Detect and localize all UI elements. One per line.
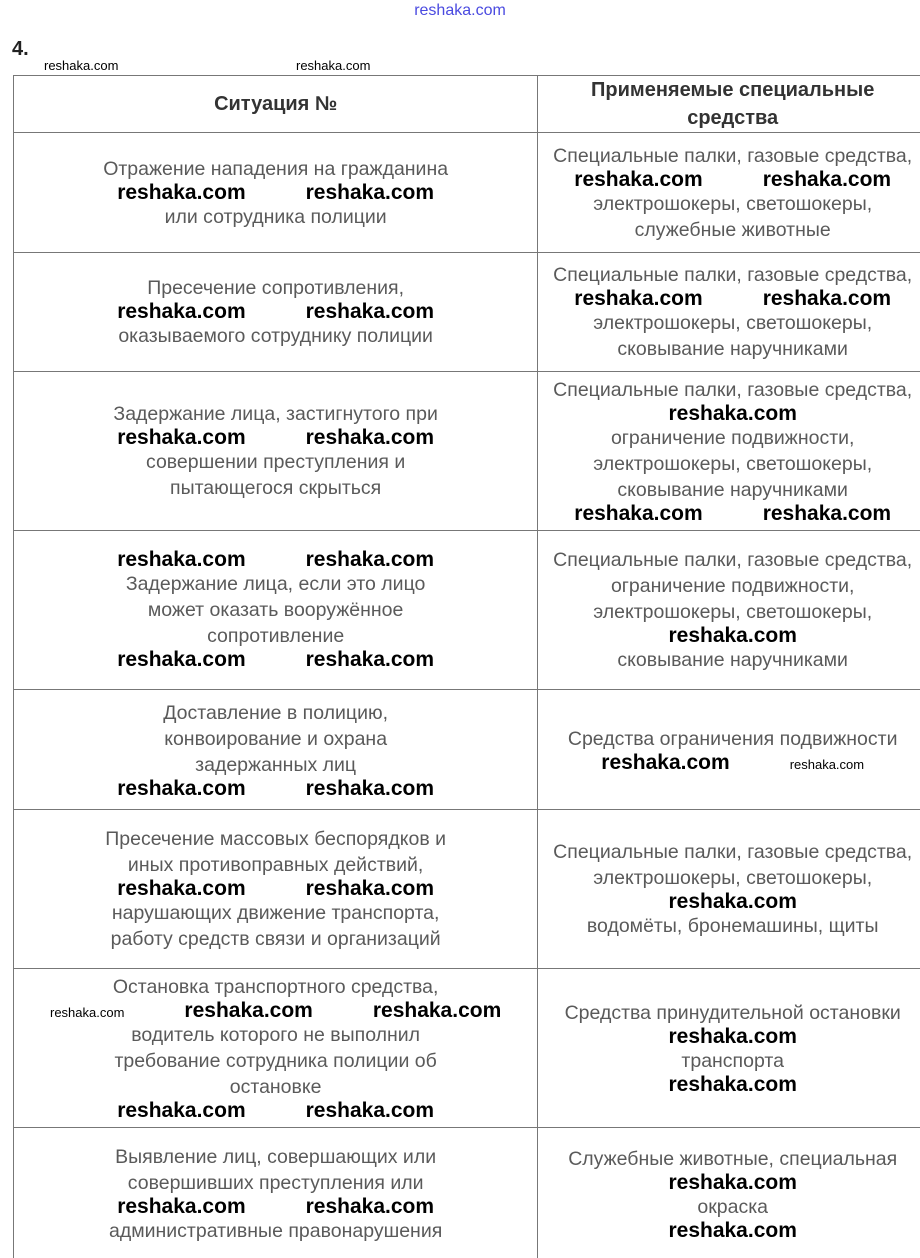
situation-line: Остановка транспортного средства, (112, 976, 439, 998)
watermark: reshaka.com (305, 877, 435, 900)
situation-cell (14, 531, 538, 690)
watermark: reshaka.com (601, 750, 730, 774)
table-header-row (14, 76, 920, 133)
means-cell (538, 969, 920, 1128)
situation-line: Выявление лиц, совершающих или (115, 1146, 437, 1168)
watermark: reshaka.com (762, 287, 892, 310)
means-line: электрошокеры, светошокеры, (593, 312, 873, 334)
watermark: reshaka.com (668, 890, 797, 913)
watermark-line (544, 1074, 920, 1096)
watermark-line (20, 1196, 531, 1218)
header-means: Применяемые специальные средства (538, 76, 920, 133)
means-line: окраска (697, 1196, 768, 1218)
watermark: reshaka.com (44, 58, 119, 73)
means-line: служебные животные (634, 218, 831, 241)
means-cell (538, 133, 920, 253)
watermark: reshaka.com (305, 548, 435, 571)
means-line: Служебные животные, специальная (568, 1148, 898, 1170)
means-cell (538, 690, 920, 810)
situation-cell (14, 969, 538, 1128)
watermark: reshaka.com (50, 1005, 125, 1020)
watermark: reshaka.com (574, 167, 703, 191)
watermark-line (544, 403, 920, 425)
situation-line: совершении преступления и (145, 451, 406, 473)
watermark: reshaka.com (574, 287, 703, 310)
watermark: reshaka.com (117, 1099, 246, 1122)
table-row (14, 969, 920, 1128)
situation-line: сопротивление (207, 625, 345, 647)
means-cell (538, 810, 920, 969)
watermark: reshaka.com (296, 58, 371, 73)
situation-cell (14, 372, 538, 531)
means-cell (538, 372, 920, 531)
situation-line: остановке (229, 1076, 322, 1098)
situation-line: Пресечение сопротивления, (147, 277, 405, 299)
situation-line: иных противоправных действий, (127, 854, 424, 876)
situation-line: пытающегося скрыться (170, 477, 382, 499)
table-row (14, 253, 920, 372)
watermark: reshaka.com (305, 300, 435, 323)
watermark-line (544, 1026, 920, 1048)
watermark: reshaka.com (574, 502, 703, 525)
table-row (14, 690, 920, 810)
means-line: электрошокеры, светошокеры, (593, 192, 873, 215)
means-line: Специальные палки, газовые средства, (553, 549, 913, 571)
watermark: reshaka.com (184, 999, 313, 1022)
watermark-line (20, 1000, 531, 1022)
table-row (14, 531, 920, 690)
means-line: Специальные палки, газовые средства, (553, 841, 913, 863)
watermark: reshaka.com (668, 1073, 797, 1096)
watermark: reshaka.com (305, 776, 435, 800)
watermark: reshaka.com (762, 502, 892, 525)
situation-line: нарушающих движение транспорта, (111, 902, 440, 924)
table-row (14, 810, 920, 969)
watermark: reshaka.com (372, 999, 502, 1022)
situation-line: может оказать вооружённое (147, 599, 404, 621)
situation-line: Отражение нападения на гражданина (103, 157, 449, 180)
means-line: Специальные палки, газовые средства, (553, 379, 913, 401)
situation-line: требование сотрудника полиции об (114, 1050, 437, 1072)
situation-line: оказываемого сотруднику полиции (118, 325, 433, 347)
situation-line: задержанных лиц (195, 753, 357, 776)
watermark-line (20, 778, 531, 800)
means-line: электрошокеры, светошокеры, (593, 453, 873, 475)
watermark: reshaka.com (117, 300, 246, 323)
watermark: reshaka.com (668, 1219, 797, 1242)
situation-line: административные правонарушения (108, 1220, 443, 1242)
watermark-line (20, 182, 531, 204)
means-line: Средства принудительной остановки (564, 1002, 901, 1024)
watermark: reshaka.com (305, 426, 435, 449)
situation-line: или сотрудника полиции (164, 205, 387, 228)
situation-line: работу средств связи и организаций (110, 928, 441, 950)
means-line: электрошокеры, светошокеры, (593, 867, 873, 889)
watermark: reshaka.com (762, 167, 892, 191)
watermark: reshaka.com (117, 877, 246, 900)
watermark: reshaka.com (668, 402, 797, 425)
watermark: reshaka.com (305, 648, 435, 671)
situation-line: Задержание лица, застигнутого при (113, 403, 438, 425)
means-line: Средства ограничения подвижности (567, 727, 898, 750)
means-line: Специальные палки, газовые средства, (553, 144, 913, 167)
watermark-line (20, 427, 531, 449)
means-line: ограничение подвижности, (610, 427, 855, 449)
watermark: reshaka.com (668, 1025, 797, 1048)
means-line: транспорта (681, 1050, 784, 1072)
situation-cell (14, 133, 538, 253)
situation-line: Пресечение массовых беспорядков и (105, 828, 446, 850)
watermark-line (20, 549, 531, 571)
watermark-line (544, 752, 920, 774)
situation-line: водитель которого не выполнил (131, 1024, 421, 1046)
means-table (13, 75, 920, 1258)
watermark-line (544, 503, 920, 525)
means-line: Специальные палки, газовые средства, (553, 264, 913, 286)
watermark: reshaka.com (117, 548, 246, 571)
watermark: reshaka.com (668, 624, 797, 647)
watermark-line (544, 1172, 920, 1194)
means-cell (538, 253, 920, 372)
means-line: водомёты, бронемашины, щиты (586, 915, 879, 937)
table-row (14, 133, 920, 253)
site-watermark: reshaka.com (414, 2, 506, 19)
watermark: reshaka.com (668, 1171, 797, 1194)
watermark: reshaka.com (117, 776, 246, 800)
watermark-line (20, 1100, 531, 1122)
watermark: reshaka.com (305, 180, 435, 204)
situation-line: Задержание лица, если это лицо (125, 573, 426, 595)
situation-cell (14, 1128, 538, 1258)
table-row (14, 1128, 920, 1258)
situation-cell (14, 690, 538, 810)
watermark-line (544, 1220, 920, 1242)
task-number: 4. (12, 38, 29, 60)
watermark: reshaka.com (117, 1195, 246, 1218)
watermark: reshaka.com (117, 648, 246, 671)
watermark-line (544, 625, 920, 647)
means-line: сковывание наручниками (617, 649, 848, 671)
means-cell (538, 531, 920, 690)
means-line: ограничение подвижности, (610, 575, 855, 597)
watermark: reshaka.com (305, 1099, 435, 1122)
situation-line: конвоирование и охрана (164, 727, 388, 750)
watermark: reshaka.com (117, 426, 246, 449)
means-line: сковывание наручниками (617, 479, 848, 501)
means-line: сковывание наручниками (617, 338, 848, 360)
watermark: reshaka.com (117, 180, 246, 204)
header-situation: Ситуация № (14, 76, 538, 133)
watermark: reshaka.com (789, 756, 865, 772)
situation-line: Доставление в полицию, (163, 701, 389, 724)
watermark-line (544, 891, 920, 913)
watermark-line (20, 878, 531, 900)
situation-cell (14, 253, 538, 372)
watermark-line (20, 301, 531, 323)
watermark-line (544, 288, 920, 310)
means-line: электрошокеры, светошокеры, (593, 601, 873, 623)
situation-line: совершивших преступления или (127, 1172, 424, 1194)
watermark-line (20, 649, 531, 671)
table-row (14, 372, 920, 531)
situation-cell (14, 810, 538, 969)
watermark: reshaka.com (305, 1195, 435, 1218)
means-cell (538, 1128, 920, 1258)
watermark-line (544, 169, 920, 191)
